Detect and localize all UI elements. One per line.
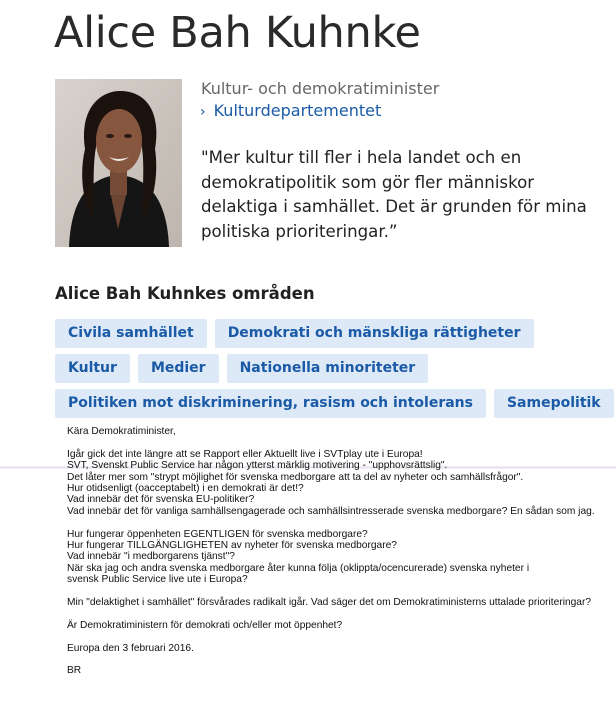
- letter-line: Det låter mer som "strypt möjlighet för svenska medborgare att ta del av nyheter och samhällsfrågor".: [67, 471, 524, 483]
- letter-line: Vad innebär "i medborgarens tjänst"?: [67, 551, 235, 563]
- letter-line: SVT, Svenskt Public Service har någon ytterst märklig motivering - "upphovsrättslig".: [67, 460, 448, 472]
- letter: [67, 426, 612, 677]
- letter-line: Hur fungerar TILLGÄNGLIGHETEN av nyheter för svenska medborgare?: [67, 540, 397, 552]
- area-tags: [55, 319, 615, 418]
- letter-line: Är Demokratiministern för demokrati och/eller mot öppenhet?: [67, 619, 343, 631]
- letter-line: Igår gick det inte längre att se Rapport eller Aktuellt live i SVTplay ute i Europa!: [67, 448, 423, 460]
- department-link-label: Kulturdepartementet: [213, 101, 382, 120]
- letter-line: Hur otidsenligt (oacceptabelt) i en demokrati är det!?: [67, 483, 304, 495]
- tag-demokrati[interactable]: Demokrati och mänskliga rättigheter: [215, 319, 534, 348]
- letter-line: När ska jag och andra svenska medborgare åter kunna följa (oklippta/ocencurerade) svenska nyheter i: [67, 562, 530, 574]
- areas-heading: Alice Bah Kuhnkes områden: [55, 284, 315, 303]
- letter-line: Vad innebär det för vanliga samhällsengagerade och samhällsintresserade svenska medborgare? En sådan som jag.: [67, 505, 595, 517]
- minister-name: Alice Bah Kuhnke: [54, 8, 421, 58]
- minister-quote: "Mer kultur till fler i hela landet och en demokratipolitik som gör fler människor delaktiga i samhället. Det är grunden för mina politiska prioriteringar.”: [201, 148, 587, 241]
- tag-kultur[interactable]: Kultur: [55, 354, 130, 383]
- department-link[interactable]: [200, 101, 381, 120]
- minister-role: Kultur- och demokratiminister: [201, 79, 440, 98]
- letter-line: svensk Public Service live ute i Europa?: [67, 574, 248, 586]
- minister-portrait: [55, 79, 182, 247]
- letter-line: Hur fungerar öppenheten EGENTLIGEN för svenska medborgare?: [67, 528, 368, 540]
- letter-greeting: Kära Demokratiminister,: [67, 426, 176, 437]
- tag-medier[interactable]: Medier: [138, 354, 219, 383]
- chevron-right-icon: ›: [200, 104, 206, 120]
- tag-diskriminering[interactable]: Politiken mot diskriminering, rasism och intolerans: [55, 389, 486, 418]
- letter-line: Vad innebär det för svenska EU-politiker?: [67, 494, 255, 506]
- tag-civila-samhallet[interactable]: Civila samhället: [55, 319, 207, 348]
- tag-nationella-minoriteter[interactable]: Nationella minoriteter: [227, 354, 429, 383]
- letter-place-date: Europa den 3 februari 2016.: [67, 642, 194, 654]
- tag-samepolitik[interactable]: Samepolitik: [494, 389, 614, 418]
- letter-signoff: BR: [67, 665, 82, 677]
- letter-line: Min "delaktighet i samhället" försvårades radikalt igår. Vad säger det om Demokratiministerns uttalade prioriteringar?: [67, 597, 592, 609]
